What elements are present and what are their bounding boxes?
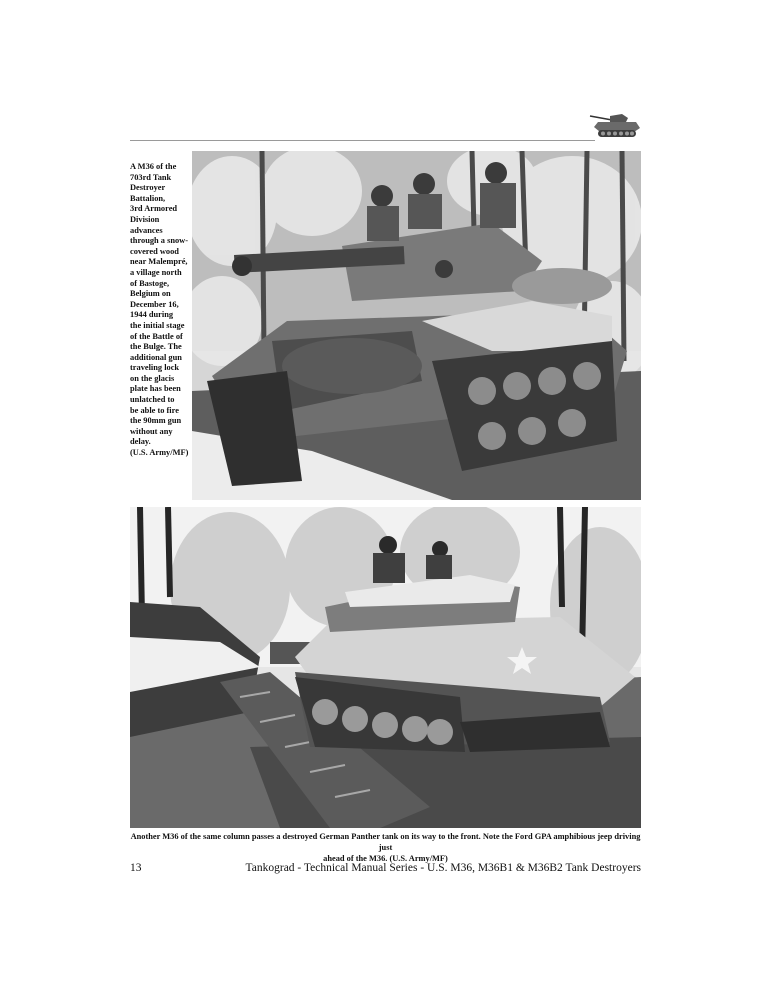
- photo-m36-snow-wood: [192, 151, 641, 500]
- running-footer-title: Tankograd - Technical Manual Series - U.S. M36, M36B1 & M36B2 Tank Destroyers: [245, 862, 641, 874]
- page-number: 13: [130, 862, 142, 874]
- header-rule: [130, 140, 595, 141]
- photo-caption-top: A M36 of the 703rd Tank Destroyer Battalion, 3rd Armored Division advances through a snow- covered wood near Malempré, a village north of Bastoge, Belgium on December 16, 1944 during the initial stage of the Battle of the Bulge. The additional gun traveling lock on the glacis plate has been unlatched to be able to fire the 90mm gun without any delay. (U.S. Army/MF): [130, 162, 189, 458]
- photo-caption-bottom: Another M36 of the same column passes a destroyed German Panther tank on its way to the front. Note the Ford GPA amphibious jeep driving just ahead of the M36. (U.S. Army/MF): [130, 832, 641, 863]
- tank-silhouette-icon: [586, 104, 642, 140]
- photo-m36-passing-panther: [130, 507, 641, 828]
